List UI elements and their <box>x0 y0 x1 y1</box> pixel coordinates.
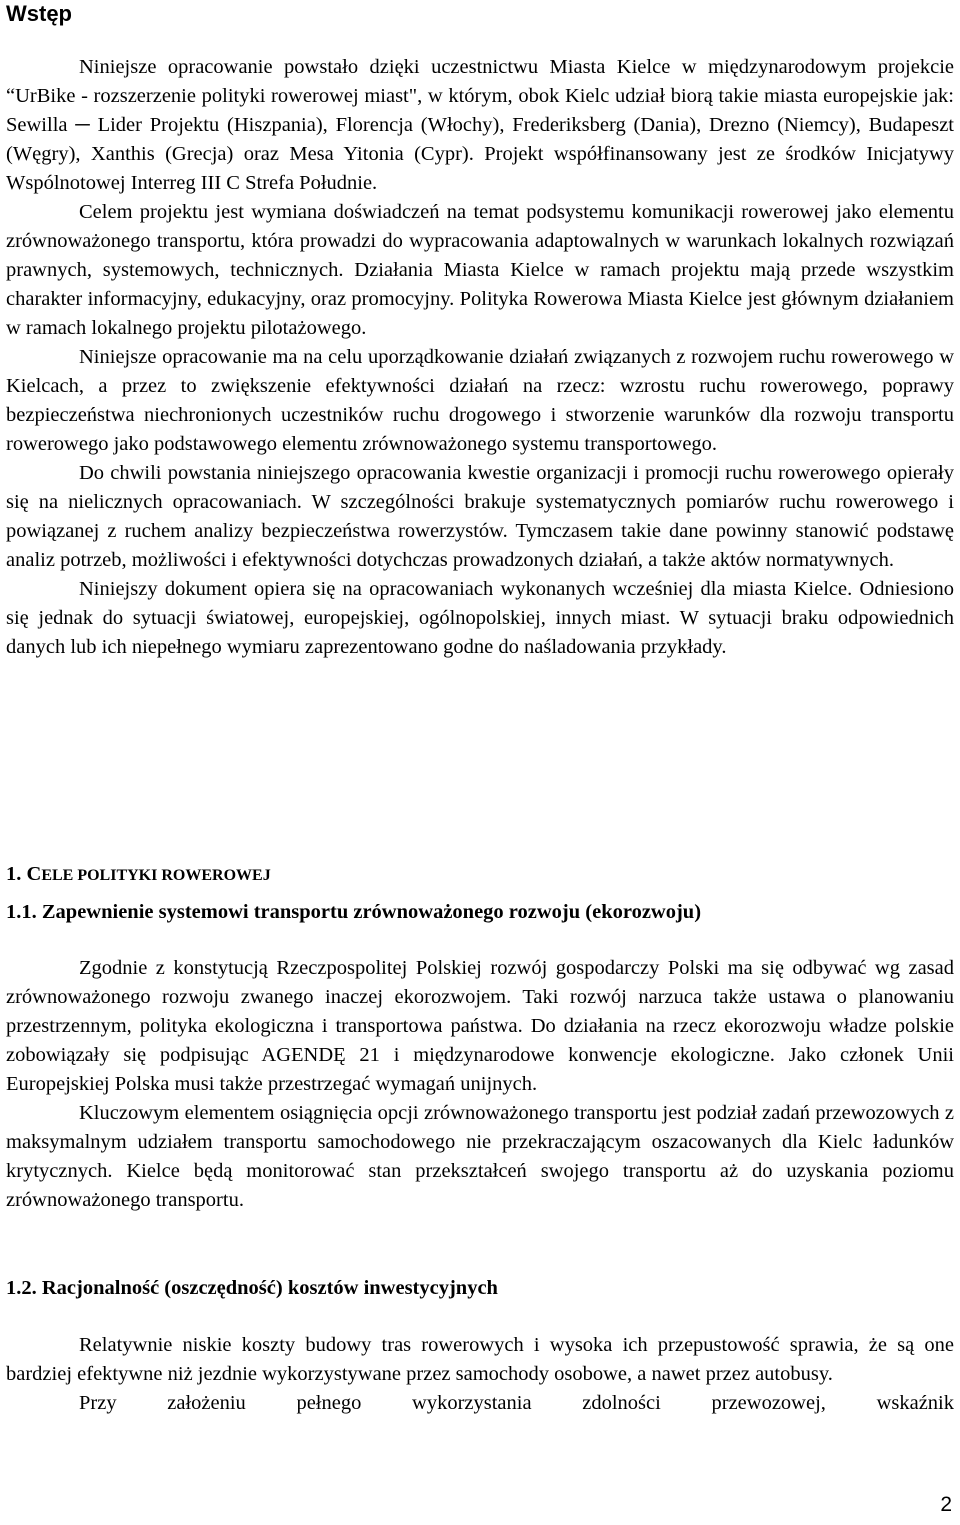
section-1-2-body <box>6 1331 954 1418</box>
section-1-1-body <box>6 954 954 1215</box>
section-1-2-heading: 1.2. Racjonalność (oszczędność) kosztów inwestycyjnych <box>6 1277 498 1299</box>
chapter-title: ELE POLITYKI ROWEROWEJ <box>41 867 271 884</box>
intro-paragraph-3: Niniejsze opracowanie ma na celu uporządkowanie działań związanych z rozwojem ruchu rowerowego w Kielcach, a przez to zwiększenie efektywności działań na rzecz: wzrostu ruchu rowerowego, poprawy bezpieczeństwa niechronionych uczestników ruchu drogowego i stworzenie warunków dla rozwoju transportu rowerowego jako podstawowego elementu zrównoważonego systemu transportowego. <box>6 346 954 455</box>
chapter-number: 1. C <box>6 863 42 885</box>
section-1-1-paragraph-1: Zgodnie z konstytucją Rzeczpospolitej Polskiej rozwój gospodarczy Polski ma się odbywać wg zasad zrównoważonego rozwoju zwanego inaczej ekorozwojem. Taki rozwój narzuca także ustawa o planowaniu przestrzennym, polityka ekologiczna i transportowa państwa. Do działania na rzecz ekorozwoju władze polskie zobowiązały się podpisując AGENDĘ 21 i międzynarodowe konwencje ekologiczne. Jako członek Unii Europejskiej Polska musi także przestrzegać wymagań unijnych. <box>6 957 954 1095</box>
intro-paragraph-5: Niniejszy dokument opiera się na opracowaniach wykonanych wcześniej dla miasta Kielce. Odniesiono się jednak do sytuacji światowej, europejskiej, ogólnopolskiej, innych miast. W sytuacji braku odpowiednich danych lub ich niepełnego wymiaru zaprezentowano godne do naśladowania przykłady. <box>6 578 954 658</box>
section-1-1-paragraph-2: Kluczowym elementem osiągnięcia opcji zrównoważonego transportu jest podział zadań przewozowych z maksymalnym udziałem transportu samochodowego nie przekraczającym oszacowanych dla Kielc ładunków krytycznych. Kielce będą monitorować stan przekształceń swojego transportu aż do uzyskania poziomu zrównoważonego transportu. <box>6 1102 954 1211</box>
intro-paragraph-1: Niniejsze opracowanie powstało dzięki uczestnictwu Miasta Kielce w międzynarodowym projekcie “UrBike - rozszerzenie polityki rowerowej miast", w którym, obok Kielc udział biorą takie miasta europejskie jak: Sewilla ─ Lider Projektu (Hiszpania), Florencja (Włochy), Frederiksberg (Dania), Drezno (Niemcy), Budapeszt (Węgry), Xanthis (Grecja) oraz Mesa Yitonia (Cypr). Projekt współfinansowany jest ze środków Inicjatywy Wspólnotowej Interreg III C Strefa Południe. <box>6 56 954 194</box>
intro-paragraph-4: Do chwili powstania niniejszego opracowania kwestie organizacji i promocji ruchu rowerowego opierały się na nielicznych opracowaniach. W szczególności brakuje systematycznych pomiarów ruchu rowerowego i powiązanej z ruchem analizy bezpieczeństwa rowerzystów. Tymczasem takie dane powinny stanowić podstawę analiz potrzeb, możliwości i efektywności dotychczas prowadzonych działań, a także aktów normatywnych. <box>6 462 954 571</box>
intro-section <box>6 53 954 662</box>
intro-paragraph-2: Celem projektu jest wymiana doświadczeń na temat podsystemu komunikacji rowerowej jako elementu zrównoważonego transportu, która prowadzi do wypracowania adaptowalnych w warunkach lokalnych rozwiązań prawnych, systemowych, technicznych. Działania Miasta Kielce w ramach projektu mają przede wszystkim charakter informacyjny, edukacyjny, oraz promocyjny. Polityka Rowerowa Miasta Kielce jest głównym działaniem w ramach lokalnego projektu pilotażowego. <box>6 201 954 339</box>
section-1-1-heading: 1.1. Zapewnienie systemowi transportu zrównoważonego rozwoju (ekorozwoju) <box>6 901 702 923</box>
section-1-2-paragraph-1: Relatywnie niskie koszty budowy tras rowerowych i wysoka ich przepustowość sprawia, że są one bardziej efektywne niż jezdnie wykorzystywane przez samochody osobowe, a nawet przez autobusy. <box>6 1334 954 1385</box>
page-number: 2 <box>940 1493 952 1516</box>
chapter-heading <box>6 860 271 890</box>
heading-wstep: Wstęp <box>6 1 72 26</box>
section-1-2-paragraph-2: Przy założeniu pełnego wykorzystania zdolności przewozowej, wskaźnik <box>79 1392 954 1414</box>
